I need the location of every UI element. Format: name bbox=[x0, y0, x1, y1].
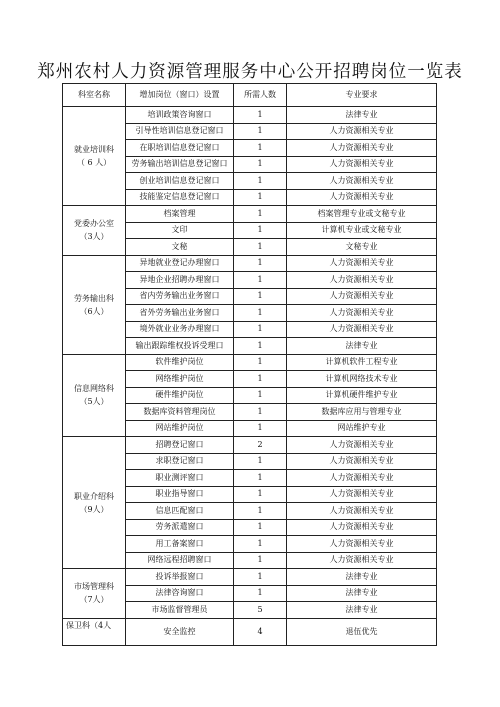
count-cell: 1 bbox=[234, 173, 287, 190]
count-cell: 1 bbox=[234, 338, 287, 355]
position-cell: 职业测评窗口 bbox=[126, 470, 234, 487]
position-cell: 文印 bbox=[126, 222, 234, 239]
table-row bbox=[63, 255, 437, 272]
count-cell: 1 bbox=[234, 453, 287, 470]
major-cell: 人力资源相关专业 bbox=[287, 453, 437, 470]
position-cell: 培训政策咨询窗口 bbox=[126, 107, 234, 124]
major-cell: 人力资源相关专业 bbox=[287, 552, 437, 569]
header-count: 所需人数 bbox=[234, 84, 287, 107]
position-cell: 法律咨询窗口 bbox=[126, 585, 234, 602]
position-cell: 劳务派遣窗口 bbox=[126, 519, 234, 536]
count-cell: 1 bbox=[234, 420, 287, 437]
count-cell: 1 bbox=[234, 519, 287, 536]
major-cell: 人力资源相关专业 bbox=[287, 288, 437, 305]
position-cell: 用工备案窗口 bbox=[126, 536, 234, 553]
count-cell: 1 bbox=[234, 321, 287, 338]
dept-count: （5人） bbox=[79, 397, 109, 407]
position-cell: 引导性培训信息登记窗口 bbox=[126, 123, 234, 140]
count-cell: 1 bbox=[234, 272, 287, 289]
count-cell: 1 bbox=[234, 156, 287, 173]
table-body bbox=[63, 107, 437, 646]
major-cell: 人力资源相关专业 bbox=[287, 305, 437, 322]
major-cell: 人力资源相关专业 bbox=[287, 536, 437, 553]
position-cell: 信息匹配窗口 bbox=[126, 503, 234, 520]
header-position: 增加岗位（窗口）设置 bbox=[126, 84, 234, 107]
count-cell: 1 bbox=[234, 123, 287, 140]
position-cell: 安全监控 bbox=[126, 618, 234, 645]
major-cell: 法律专业 bbox=[287, 585, 437, 602]
position-cell: 异地就业登记办理窗口 bbox=[126, 255, 234, 272]
position-cell: 市场监督管理员 bbox=[126, 602, 234, 619]
header-row bbox=[63, 84, 437, 107]
dept-cell bbox=[63, 354, 126, 437]
dept-cell bbox=[63, 618, 126, 645]
position-cell: 职业指导窗口 bbox=[126, 486, 234, 503]
dept-count: （6人） bbox=[79, 306, 109, 316]
dept-name: 市场管理科 bbox=[74, 582, 114, 592]
position-cell: 招聘登记窗口 bbox=[126, 437, 234, 454]
table-row bbox=[63, 437, 437, 454]
count-cell: 1 bbox=[234, 503, 287, 520]
major-cell: 档案管理专业或文秘专业 bbox=[287, 206, 437, 223]
position-cell: 网站维护岗位 bbox=[126, 420, 234, 437]
count-cell: 1 bbox=[234, 585, 287, 602]
page-title: 郑州农村人力资源管理服务中心公开招聘岗位一览表 bbox=[37, 62, 463, 82]
count-cell: 1 bbox=[234, 354, 287, 371]
header-major: 专业要求 bbox=[287, 84, 437, 107]
header-dept: 科室名称 bbox=[63, 84, 126, 107]
dept-count: （9人） bbox=[79, 504, 109, 514]
count-cell: 1 bbox=[234, 239, 287, 256]
major-cell: 人力资源相关专业 bbox=[287, 321, 437, 338]
position-cell: 求职登记窗口 bbox=[126, 453, 234, 470]
major-cell: 法律专业 bbox=[287, 569, 437, 586]
major-cell: 数据库应用与管理专业 bbox=[287, 404, 437, 421]
major-cell: 人力资源相关专业 bbox=[287, 486, 437, 503]
dept-name: 就业培训科 bbox=[74, 145, 114, 154]
position-cell: 网络维护岗位 bbox=[126, 371, 234, 388]
table-row bbox=[63, 569, 437, 586]
position-cell: 异地企业招聘办理窗口 bbox=[126, 272, 234, 289]
dept-name: 保卫科（4人 bbox=[66, 620, 112, 630]
table-row bbox=[63, 618, 437, 645]
count-cell: 1 bbox=[234, 140, 287, 157]
major-cell: 退伍优先 bbox=[287, 618, 437, 645]
recruitment-table bbox=[62, 83, 437, 646]
count-cell: 1 bbox=[234, 536, 287, 553]
position-cell: 输出跟踪维权投诉受理口 bbox=[126, 338, 234, 355]
major-cell: 网站维护专业 bbox=[287, 420, 437, 437]
count-cell: 1 bbox=[234, 404, 287, 421]
count-cell: 1 bbox=[234, 470, 287, 487]
major-cell: 人力资源相关专业 bbox=[287, 272, 437, 289]
dept-count: （7人） bbox=[79, 595, 109, 605]
count-cell: 1 bbox=[234, 206, 287, 223]
dept-count: （3人） bbox=[79, 232, 109, 242]
position-cell: 省内劳务输出业务窗口 bbox=[126, 288, 234, 305]
major-cell: 人力资源相关专业 bbox=[287, 470, 437, 487]
table-row bbox=[63, 354, 437, 371]
major-cell: 法律专业 bbox=[287, 107, 437, 124]
count-cell: 2 bbox=[234, 437, 287, 454]
position-cell: 创业培训信息登记窗口 bbox=[126, 173, 234, 190]
table-row bbox=[63, 107, 437, 124]
position-cell: 软件维护岗位 bbox=[126, 354, 234, 371]
count-cell: 1 bbox=[234, 552, 287, 569]
major-cell: 计算机专业或文秘专业 bbox=[287, 222, 437, 239]
position-cell: 在职培训信息登记窗口 bbox=[126, 140, 234, 157]
dept-name: 党委办公室 bbox=[74, 219, 114, 229]
major-cell: 人力资源相关专业 bbox=[287, 255, 437, 272]
table-row bbox=[63, 206, 437, 223]
position-cell: 技能鉴定信息登记窗口 bbox=[126, 189, 234, 206]
dept-count: （ 6 人） bbox=[76, 158, 112, 167]
major-cell: 文秘专业 bbox=[287, 239, 437, 256]
major-cell: 人力资源相关专业 bbox=[287, 173, 437, 190]
count-cell: 1 bbox=[234, 255, 287, 272]
dept-cell bbox=[63, 437, 126, 569]
dept-name: 信息网络科 bbox=[74, 384, 114, 394]
major-cell: 法律专业 bbox=[287, 338, 437, 355]
dept-name: 劳务输出科 bbox=[74, 293, 114, 303]
major-cell: 人力资源相关专业 bbox=[287, 156, 437, 173]
count-cell: 1 bbox=[234, 371, 287, 388]
count-cell: 4 bbox=[234, 618, 287, 645]
count-cell: 1 bbox=[234, 486, 287, 503]
dept-cell bbox=[63, 206, 126, 256]
count-cell: 1 bbox=[234, 569, 287, 586]
major-cell: 计算机硬件维护专业 bbox=[287, 387, 437, 404]
major-cell: 计算机网络技术专业 bbox=[287, 371, 437, 388]
major-cell: 计算机软件工程专业 bbox=[287, 354, 437, 371]
major-cell: 人力资源相关专业 bbox=[287, 503, 437, 520]
position-cell: 劳务输出培训信息登记窗口 bbox=[126, 156, 234, 173]
dept-name: 职业介绍科 bbox=[74, 491, 114, 501]
count-cell: 1 bbox=[234, 222, 287, 239]
major-cell: 人力资源相关专业 bbox=[287, 437, 437, 454]
position-cell: 硬件维护岗位 bbox=[126, 387, 234, 404]
count-cell: 1 bbox=[234, 305, 287, 322]
position-cell: 投诉举报窗口 bbox=[126, 569, 234, 586]
major-cell: 人力资源相关专业 bbox=[287, 519, 437, 536]
count-cell: 1 bbox=[234, 189, 287, 206]
dept-cell bbox=[63, 255, 126, 354]
count-cell: 1 bbox=[234, 107, 287, 124]
major-cell: 人力资源相关专业 bbox=[287, 123, 437, 140]
position-cell: 文秘 bbox=[126, 239, 234, 256]
position-cell: 档案管理 bbox=[126, 206, 234, 223]
major-cell: 人力资源相关专业 bbox=[287, 189, 437, 206]
count-cell: 1 bbox=[234, 387, 287, 404]
major-cell: 人力资源相关专业 bbox=[287, 140, 437, 157]
major-cell: 法律专业 bbox=[287, 602, 437, 619]
position-cell: 境外就业业务办理窗口 bbox=[126, 321, 234, 338]
position-cell: 数据库资料管理岗位 bbox=[126, 404, 234, 421]
count-cell: 1 bbox=[234, 288, 287, 305]
position-cell: 网络远程招聘窗口 bbox=[126, 552, 234, 569]
position-cell: 省外劳务输出业务窗口 bbox=[126, 305, 234, 322]
count-cell: 5 bbox=[234, 602, 287, 619]
dept-cell bbox=[63, 107, 126, 206]
dept-cell bbox=[63, 569, 126, 619]
